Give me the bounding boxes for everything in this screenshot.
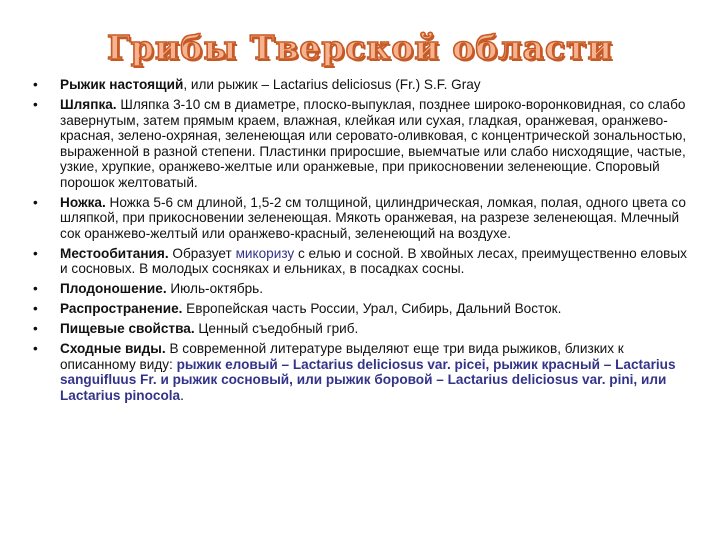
bullet: • [33, 97, 38, 112]
list-item-fruiting [33, 281, 688, 297]
mycorrhiza-link[interactable]: микоризу [235, 245, 295, 261]
list-item-similar [33, 341, 688, 403]
item-text: Европейская часть России, Урал, Сибирь, Дальний Восток. [182, 301, 562, 316]
bullet-list [33, 77, 688, 408]
bullet: • [33, 321, 38, 336]
item-text: В современной литературе выделяют еще три вида рыжиков, близких к описанному виду: [60, 341, 624, 372]
item-text: Июль-октябрь. [166, 281, 264, 296]
item-lead: Плодоношение. [60, 281, 167, 296]
item-text: Ценный съедобный гриб. [194, 321, 359, 336]
item-lead: Пищевые свойства. [60, 321, 195, 336]
item-lead: Рыжик настоящий [60, 77, 184, 92]
item-text: . [180, 387, 184, 403]
item-text: Образует [168, 245, 236, 261]
bullet: • [33, 77, 38, 92]
item-text: с елью и сосной. В хвойных лесах, преимущественно еловых и сосновых. В молодых сосняках и ельниках, в посадках сосны. [60, 245, 687, 276]
bullet: • [33, 281, 38, 296]
bullet: • [33, 245, 38, 261]
item-lead: Распространение. [60, 301, 183, 316]
item-text: Шляпка 3-10 см в диаметре, плоско-выпуклая, позднее широко-воронковидная, со слабо завернутым, затем прямым краем, влажная, клейкая или сухая, гладкая, оранжевая, оранжево-красная, зелено-охряная, зеленеющая или серовато-оливковая, с концентрической зональностью, выраженной в разной степени. Пластинки приросшие, выемчатые или слабо нисходящие, частые, узкие, хрупкие, оранжево-желтые или оранжевые, при прикосновении зеленеющие. Споровый порошок желтоватый. [60, 97, 687, 190]
bullet: • [33, 301, 38, 316]
item-lead: Шляпка. [60, 97, 117, 112]
item-text: Ножка 5-6 см длиной, 1,5-2 см толщиной, цилиндрическая, ломкая, полая, одного цвета со шляпкой, при прикосновении зеленеющая. Мякоть оранжевая, на разрезе зеленеющая. Млечный сок оранжево-желтый или оранжево-красный, зеленеющий на воздухе. [60, 194, 686, 241]
list-item-habitat [33, 246, 688, 277]
item-text: , или рыжик – Lactarius deliciosus (Fr.) S.F. Gray [183, 77, 481, 92]
bullet: • [33, 341, 38, 356]
bullet: • [33, 194, 38, 210]
page-title: Грибы Тверской области [106, 28, 614, 67]
list-item-name [33, 77, 688, 93]
item-lead: Сходные виды. [60, 341, 166, 356]
similar-species-link[interactable]: рыжик еловый – Lactarius deliciosus var. picei, рыжик красный – Lactarius sanguifluus Fr. и рыжик сосновый, или рыжик боровой – Lactarius deliciosus var. pini, или Lactarius pinocola [60, 356, 676, 403]
item-lead: Ножка. [60, 194, 106, 210]
list-item-edibility [33, 321, 688, 337]
list-item-distribution [33, 301, 688, 317]
item-lead: Местообитания. [60, 245, 169, 261]
list-item-stem [33, 195, 688, 242]
list-item-cap [33, 97, 688, 190]
